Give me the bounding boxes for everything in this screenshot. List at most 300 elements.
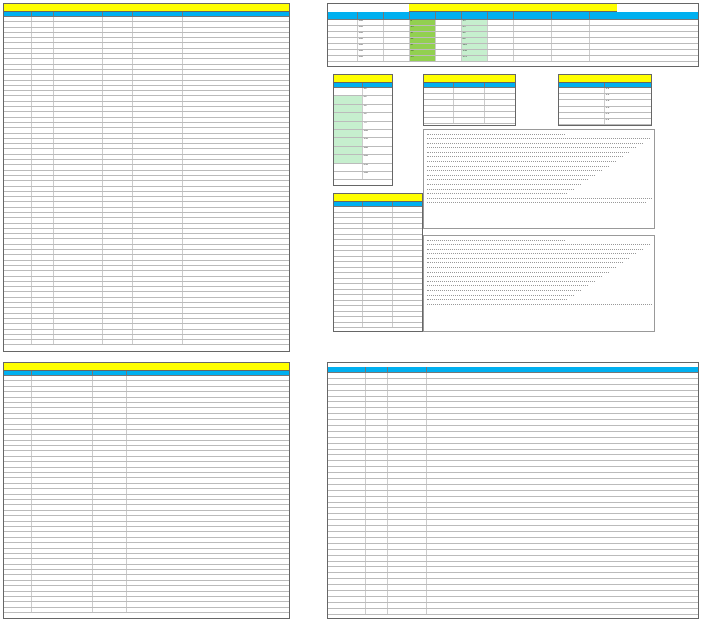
table-cell	[366, 455, 388, 460]
table-cell	[183, 155, 289, 159]
table-cell	[103, 155, 133, 159]
table-cell	[93, 495, 127, 499]
table-cell	[4, 229, 32, 233]
table-cell	[427, 520, 698, 525]
table-cell	[427, 556, 698, 561]
table-cell	[334, 130, 363, 137]
table-cell	[427, 503, 698, 508]
table-cell	[103, 149, 133, 153]
table-cell	[103, 224, 133, 228]
table-cell	[4, 500, 32, 504]
table-cell	[393, 301, 422, 306]
table-cell	[54, 43, 104, 47]
table-cell	[4, 165, 32, 169]
table-cell	[393, 240, 422, 245]
table-cell	[54, 123, 104, 127]
panel-7-title	[334, 194, 422, 202]
table-cell	[32, 408, 94, 412]
table-cell	[384, 44, 410, 49]
table-cell	[183, 192, 289, 196]
table-cell	[328, 473, 366, 478]
table-cell	[127, 387, 289, 391]
table-cell	[54, 271, 104, 275]
table-cell	[427, 514, 698, 519]
table-row	[334, 172, 392, 180]
table-cell	[4, 171, 32, 175]
table-cell	[393, 312, 422, 317]
table-cell	[133, 229, 183, 233]
table-cell	[133, 218, 183, 222]
table-cell	[334, 312, 363, 317]
table-cell	[32, 430, 94, 434]
table-cell	[4, 277, 32, 281]
table-cell	[32, 473, 94, 477]
table-cell	[183, 229, 289, 233]
table-cell	[4, 473, 32, 477]
table-cell	[366, 379, 388, 384]
table-cell	[133, 308, 183, 312]
table-cell	[328, 609, 366, 614]
table-cell	[424, 88, 454, 93]
table-cell	[334, 262, 363, 267]
table-cell	[183, 314, 289, 318]
table-cell	[32, 602, 94, 606]
table-cell	[54, 17, 104, 21]
table-cell	[127, 500, 289, 504]
table-cell	[32, 403, 94, 407]
table-cell	[4, 425, 32, 429]
table-cell	[183, 75, 289, 79]
table-cell	[393, 295, 422, 300]
table-cell	[32, 549, 94, 553]
table-cell	[4, 160, 32, 164]
table-cell	[103, 118, 133, 122]
table-cell	[488, 56, 514, 61]
table-cell	[54, 171, 104, 175]
table-cell	[559, 94, 605, 99]
table-row	[424, 118, 515, 124]
table-cell: 120	[462, 44, 488, 49]
table-cell	[366, 508, 388, 513]
table-cell	[93, 575, 127, 579]
table-cell	[485, 100, 515, 105]
table-cell	[54, 128, 104, 132]
table-cell	[103, 33, 133, 37]
table-cell	[328, 538, 366, 543]
table-cell	[93, 468, 127, 472]
table-cell	[388, 438, 428, 443]
table-cell	[388, 567, 428, 572]
table-cell	[393, 290, 422, 295]
table-cell	[363, 301, 392, 306]
table-cell	[32, 398, 94, 402]
table-cell	[133, 65, 183, 69]
table-cell	[32, 559, 94, 563]
table-cell	[183, 112, 289, 116]
note-line	[427, 177, 588, 180]
table-cell	[4, 96, 32, 100]
table-cell	[366, 432, 388, 437]
panel-6-small-table-right	[558, 74, 652, 126]
table-cell	[127, 554, 289, 558]
table-cell	[388, 579, 428, 584]
table-cell	[32, 324, 54, 328]
table-cell	[4, 602, 32, 606]
table-cell	[4, 495, 32, 499]
table-cell	[427, 526, 698, 531]
table-cell	[427, 579, 698, 584]
table-cell	[32, 38, 54, 42]
table-cell	[4, 516, 32, 520]
table-cell	[183, 54, 289, 58]
table-cell	[514, 32, 552, 37]
table-cell	[4, 197, 32, 201]
note-line	[427, 279, 595, 282]
table-cell	[366, 473, 388, 478]
table-cell	[427, 438, 698, 443]
table-cell	[133, 81, 183, 85]
table-cell	[32, 197, 54, 201]
table-cell	[54, 335, 104, 339]
table-cell	[514, 56, 552, 61]
table-cell	[328, 50, 358, 55]
table-cell	[388, 379, 428, 384]
table-cell	[127, 538, 289, 542]
table-cell	[488, 20, 514, 25]
table-cell	[103, 234, 133, 238]
table-cell	[183, 187, 289, 191]
table-cell	[328, 397, 366, 402]
panel-6-title	[559, 75, 651, 83]
panel-4-small-table-left	[333, 74, 393, 186]
table-cell	[4, 511, 32, 515]
table-cell	[183, 255, 289, 259]
table-cell	[54, 96, 104, 100]
note-line	[427, 173, 595, 176]
note-line	[427, 163, 609, 166]
panel-2-title	[4, 363, 289, 371]
table-cell	[427, 402, 698, 407]
table-row	[334, 155, 392, 163]
table-cell	[127, 549, 289, 553]
table-cell	[388, 562, 428, 567]
table-cell	[32, 527, 94, 531]
table-cell	[183, 335, 289, 339]
table-cell	[4, 527, 32, 531]
table-cell	[32, 425, 94, 429]
table-cell	[32, 592, 94, 596]
table-cell	[427, 603, 698, 608]
table-cell	[54, 197, 104, 201]
table-cell: 10	[363, 88, 367, 90]
table-cell	[366, 514, 388, 519]
note-line	[427, 283, 588, 286]
table-cell	[32, 208, 54, 212]
table-cell	[366, 491, 388, 496]
table-cell	[328, 603, 366, 608]
table-cell	[4, 303, 32, 307]
table-cell: 27	[410, 44, 436, 49]
panel-3-rows	[328, 20, 698, 62]
table-cell	[127, 408, 289, 412]
note-line	[427, 292, 574, 295]
table-cell	[54, 107, 104, 111]
table-cell: 150	[462, 50, 488, 55]
table-cell	[334, 235, 363, 240]
table-cell	[366, 573, 388, 578]
table-cell	[4, 234, 32, 238]
table-cell	[127, 441, 289, 445]
table-cell	[334, 213, 363, 218]
table-cell	[393, 235, 422, 240]
table-cell	[183, 197, 289, 201]
table-cell	[514, 26, 552, 31]
table-cell	[54, 187, 104, 191]
table-cell	[32, 500, 94, 504]
table-cell	[363, 317, 392, 322]
table-cell	[93, 602, 127, 606]
table-cell	[32, 102, 54, 106]
panel-4-title	[334, 75, 392, 83]
table-cell	[32, 462, 94, 466]
table-cell	[427, 397, 698, 402]
table-cell	[32, 43, 54, 47]
table-cell	[133, 197, 183, 201]
panel-3-title	[409, 4, 616, 12]
table-cell	[32, 277, 54, 281]
table-cell	[127, 435, 289, 439]
table-cell	[32, 224, 54, 228]
table-cell	[427, 532, 698, 537]
table-cell	[133, 43, 183, 47]
note-line	[427, 168, 602, 171]
table-cell	[485, 94, 515, 99]
table-cell	[93, 398, 127, 402]
table-cell	[334, 251, 363, 256]
table-cell	[4, 581, 32, 585]
table-cell	[424, 106, 454, 111]
table-cell	[183, 171, 289, 175]
table-cell	[32, 118, 54, 122]
table-cell: 100	[358, 56, 384, 61]
table-cell	[32, 308, 54, 312]
table-cell	[328, 385, 366, 390]
table-row	[328, 56, 698, 62]
panel-2-rows	[4, 376, 289, 613]
table-cell	[366, 444, 388, 449]
table-cell	[103, 176, 133, 180]
note-line	[427, 195, 652, 198]
table-cell	[328, 450, 366, 455]
table-cell	[328, 444, 366, 449]
table-cell	[127, 602, 289, 606]
table-cell	[366, 538, 388, 543]
table-cell	[103, 165, 133, 169]
note-line	[427, 269, 609, 272]
table-cell	[552, 32, 590, 37]
table-cell	[388, 573, 428, 578]
table-cell	[363, 218, 392, 223]
table-cell	[4, 202, 32, 206]
table-cell	[4, 451, 32, 455]
table-cell	[133, 49, 183, 53]
notes-block-1	[423, 129, 655, 229]
table-cell	[93, 430, 127, 434]
table-cell	[127, 489, 289, 493]
table-cell	[103, 75, 133, 79]
table-cell	[103, 239, 133, 243]
table-cell	[328, 373, 366, 378]
table-cell	[488, 32, 514, 37]
table-cell	[32, 538, 94, 542]
table-cell	[4, 139, 32, 143]
table-cell	[127, 376, 289, 380]
table-cell	[424, 112, 454, 117]
table-cell	[427, 585, 698, 590]
table-cell	[54, 266, 104, 270]
table-cell: 100	[358, 44, 384, 49]
table-cell	[334, 290, 363, 295]
table-cell	[388, 426, 428, 431]
table-cell	[127, 403, 289, 407]
table-cell	[328, 503, 366, 508]
panel-7-mid-lower-table	[333, 193, 423, 332]
table-cell	[93, 392, 127, 396]
table-cell	[4, 592, 32, 596]
table-cell: 100	[358, 20, 384, 25]
table-cell	[183, 287, 289, 291]
table-cell	[32, 522, 94, 526]
note-line	[427, 301, 652, 304]
table-cell	[393, 317, 422, 322]
table-cell	[103, 187, 133, 191]
table-cell	[93, 608, 127, 612]
table-cell	[328, 579, 366, 584]
table-row	[334, 122, 392, 130]
table-cell	[183, 28, 289, 32]
table-cell	[334, 246, 363, 251]
table-row	[559, 119, 651, 125]
table-cell	[127, 522, 289, 526]
table-row	[334, 323, 422, 329]
table-cell	[32, 128, 54, 132]
table-cell: 100	[358, 32, 384, 37]
table-cell	[427, 379, 698, 384]
table-cell	[93, 586, 127, 590]
table-cell	[388, 485, 428, 490]
table-cell	[4, 43, 32, 47]
table-cell: 250	[363, 163, 369, 166]
table-cell	[454, 106, 484, 111]
table-cell	[552, 44, 590, 49]
table-cell: 1.4	[605, 94, 610, 97]
table-cell	[427, 455, 698, 460]
table-cell	[436, 26, 462, 31]
table-cell	[54, 319, 104, 323]
table-cell	[32, 282, 54, 286]
table-cell	[32, 149, 54, 153]
table-cell	[32, 565, 94, 569]
table-cell	[183, 96, 289, 100]
table-cell: 100	[358, 26, 384, 31]
table-cell	[32, 171, 54, 175]
table-cell	[183, 59, 289, 63]
table-cell	[127, 484, 289, 488]
table-cell	[4, 49, 32, 53]
table-cell	[133, 144, 183, 148]
table-cell	[127, 575, 289, 579]
table-cell	[133, 86, 183, 90]
table-cell	[54, 81, 104, 85]
table-cell	[127, 495, 289, 499]
table-cell: 1.6	[605, 100, 610, 103]
table-cell	[32, 392, 94, 396]
table-cell	[93, 500, 127, 504]
table-cell	[32, 586, 94, 590]
note-line	[427, 260, 623, 263]
table-cell	[366, 591, 388, 596]
note-line	[427, 237, 565, 240]
table-cell	[328, 497, 366, 502]
table-cell: 30	[363, 104, 367, 107]
table-cell	[32, 86, 54, 90]
panel-5-title	[424, 75, 515, 83]
table-cell	[127, 381, 289, 385]
table-cell	[133, 91, 183, 95]
table-cell	[54, 155, 104, 159]
table-cell	[133, 155, 183, 159]
panel-3-top-right-table	[327, 3, 699, 67]
table-cell	[488, 50, 514, 55]
table-cell	[127, 543, 289, 547]
table-cell	[328, 461, 366, 466]
table-cell	[32, 292, 54, 296]
table-cell	[388, 508, 428, 513]
table-cell	[4, 208, 32, 212]
table-cell	[32, 446, 94, 450]
table-cell	[183, 266, 289, 270]
table-cell	[485, 112, 515, 117]
table-cell	[427, 373, 698, 378]
table-cell	[133, 17, 183, 21]
table-cell	[328, 585, 366, 590]
table-cell	[363, 262, 392, 267]
table-cell	[427, 485, 698, 490]
table-cell	[363, 295, 392, 300]
table-cell	[32, 245, 54, 249]
note-line	[427, 186, 574, 189]
table-cell	[388, 408, 428, 413]
table-cell	[32, 49, 54, 53]
table-cell	[32, 17, 54, 21]
table-cell	[103, 59, 133, 63]
table-cell	[133, 261, 183, 265]
table-cell	[32, 112, 54, 116]
table-cell: 20	[363, 96, 367, 99]
table-cell	[103, 303, 133, 307]
table-cell	[103, 17, 133, 21]
table-row	[334, 147, 392, 155]
note-line	[427, 141, 643, 144]
table-cell	[183, 330, 289, 334]
table-cell	[54, 38, 104, 42]
table-cell	[427, 508, 698, 513]
panel-4-rows	[334, 88, 392, 180]
table-cell	[93, 549, 127, 553]
table-cell	[32, 266, 54, 270]
table-cell	[4, 134, 32, 138]
table-cell	[133, 107, 183, 111]
